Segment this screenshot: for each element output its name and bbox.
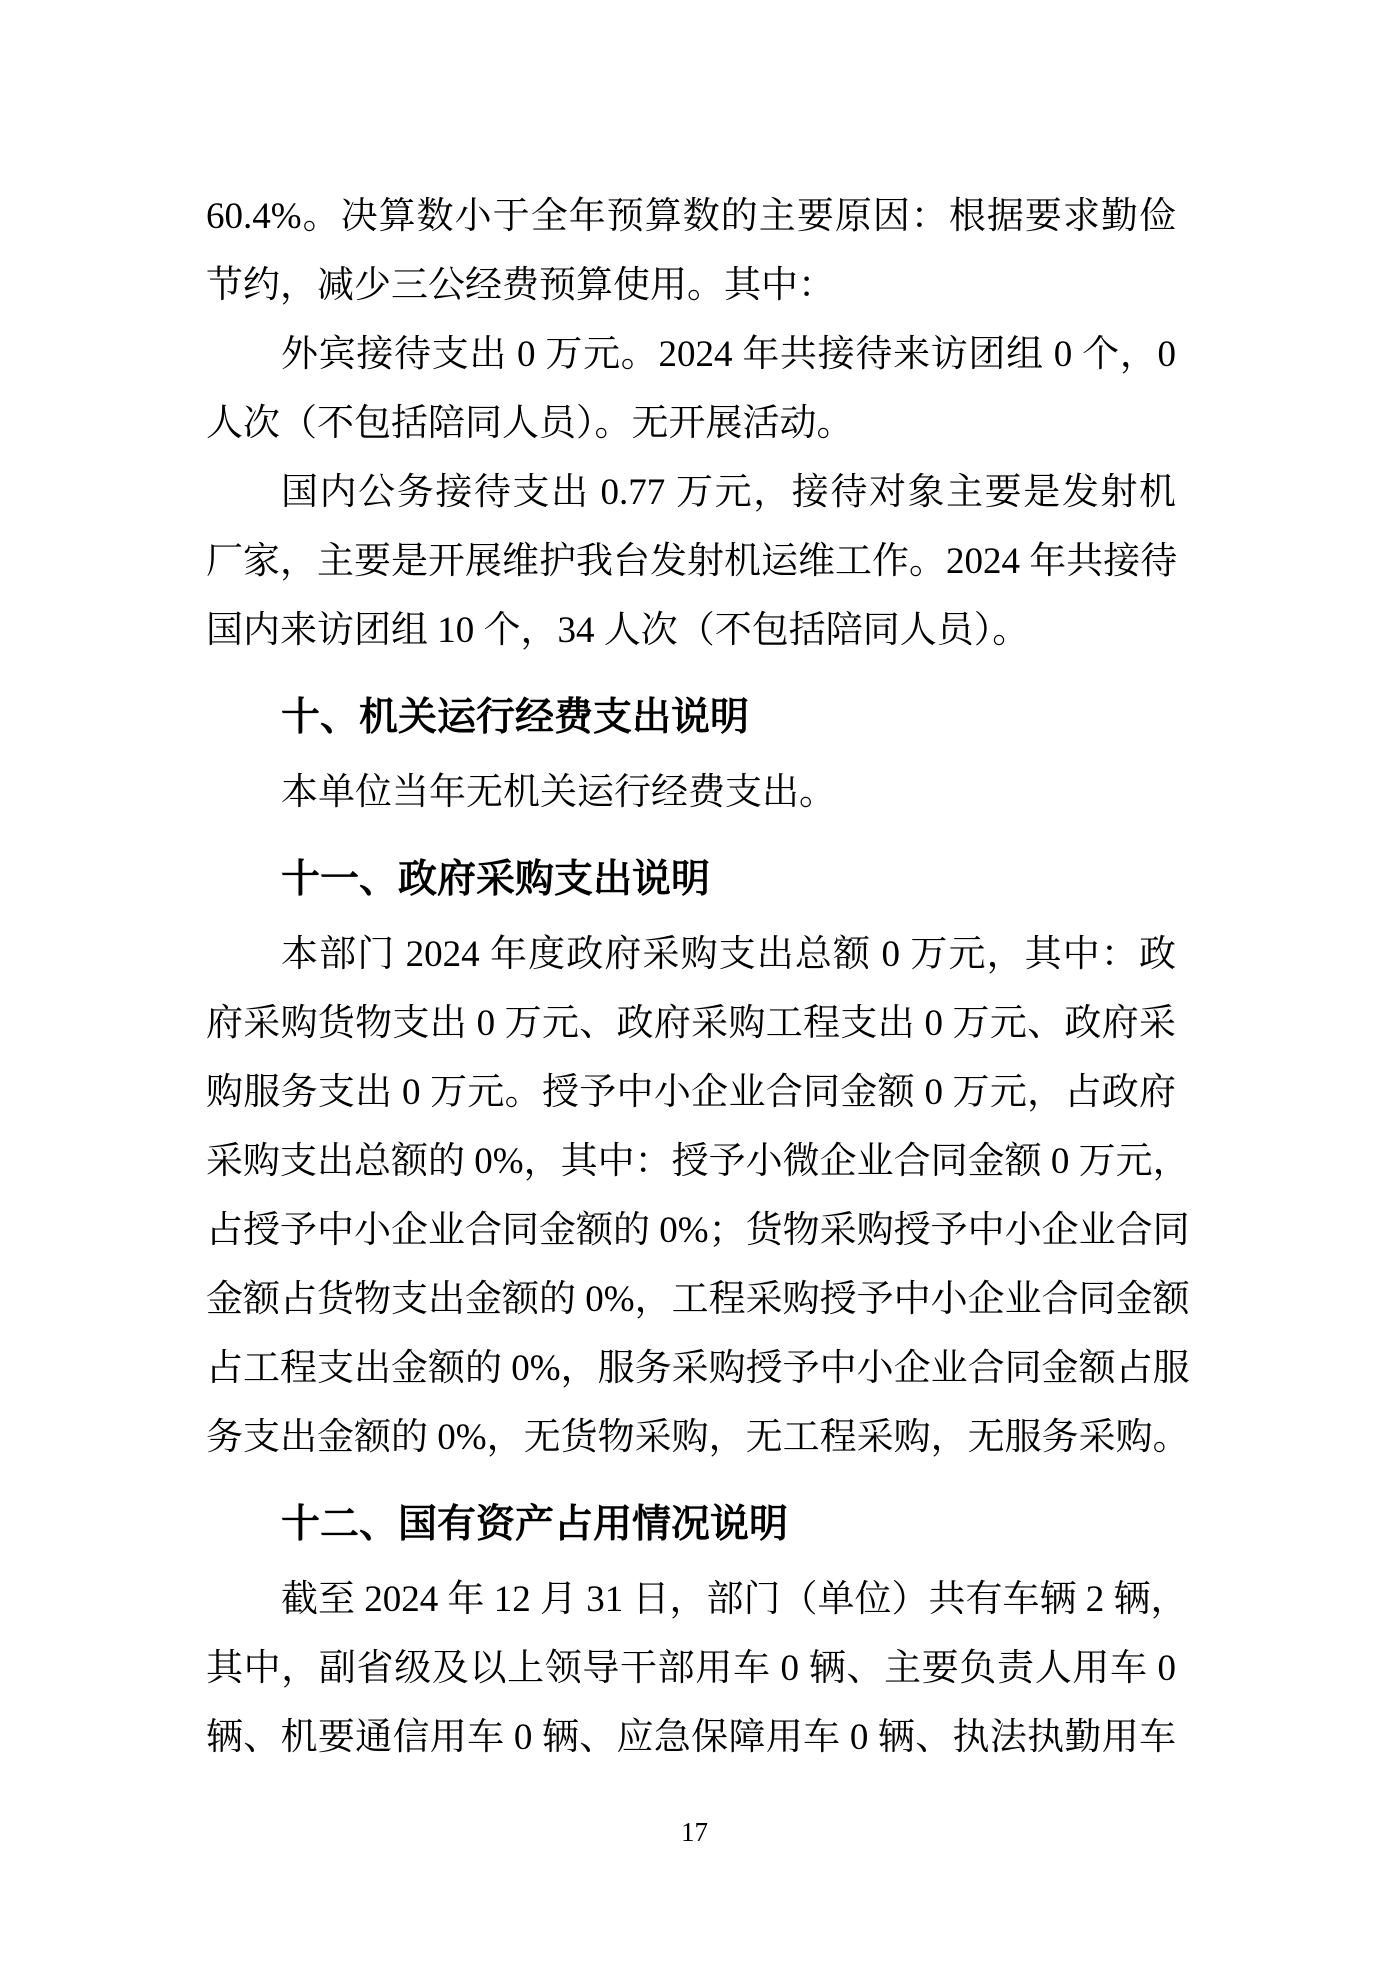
text-line: 府采购货物支出 0 万元、政府采购工程支出 0 万元、政府采: [206, 1003, 1176, 1044]
section-heading: 十一、政府采购支出说明: [281, 858, 711, 901]
text-line: 人次（不包括陪同人员）。无开展活动。: [206, 403, 854, 444]
text-line: 外宾接待支出 0 万元。2024 年共接待来访团组 0 个，0: [281, 334, 1176, 375]
text-line: 国内公务接待支出 0.77 万元，接待对象主要是发射机: [281, 472, 1176, 513]
text-line: 其中，副省级及以上领导干部用车 0 辆、主要负责人用车 0: [206, 1648, 1176, 1689]
text-line: 采购支出总额的 0%，其中：授予小微企业合同金额 0 万元，: [206, 1141, 1190, 1182]
section-heading: 十二、国有资产占用情况说明: [281, 1503, 789, 1546]
text-line: 节约，减少三公经费预算使用。其中：: [206, 265, 835, 306]
text-line: 本部门 2024 年度政府采购支出总额 0 万元，其中：政: [281, 934, 1176, 975]
page-number: 17: [681, 1817, 708, 1847]
text-line: 占授予中小企业合同金额的 0%；货物采购授予中小企业合同: [206, 1210, 1190, 1251]
text-line: 占工程支出金额的 0%，服务采购授予中小企业合同金额占服: [206, 1348, 1190, 1389]
text-line: 本单位当年无机关运行经费支出。: [281, 772, 836, 813]
text-line: 截至 2024 年 12 月 31 日，部门（单位）共有车辆 2 辆，: [281, 1579, 1188, 1620]
text-line: 厂家，主要是开展维护我台发射机运维工作。2024 年共接待: [206, 541, 1178, 582]
document-body: [206, 182, 1190, 1772]
text-line: 60.4%。决算数小于全年预算数的主要原因：根据要求勤俭: [206, 196, 1176, 237]
text-line: 购服务支出 0 万元。授予中小企业合同金额 0 万元，占政府: [206, 1072, 1176, 1113]
text-line: 辆、机要通信用车 0 辆、应急保障用车 0 辆、执法执勤用车: [206, 1717, 1176, 1758]
text-line: 国内来访团组 10 个，34 人次（不包括陪同人员）。: [206, 610, 1030, 651]
text-line: 务支出金额的 0%，无货物采购，无工程采购，无服务采购。: [206, 1417, 1190, 1458]
section-heading: 十、机关运行经费支出说明: [281, 696, 750, 739]
text-line: 金额占货物支出金额的 0%，工程采购授予中小企业合同金额: [206, 1279, 1190, 1320]
